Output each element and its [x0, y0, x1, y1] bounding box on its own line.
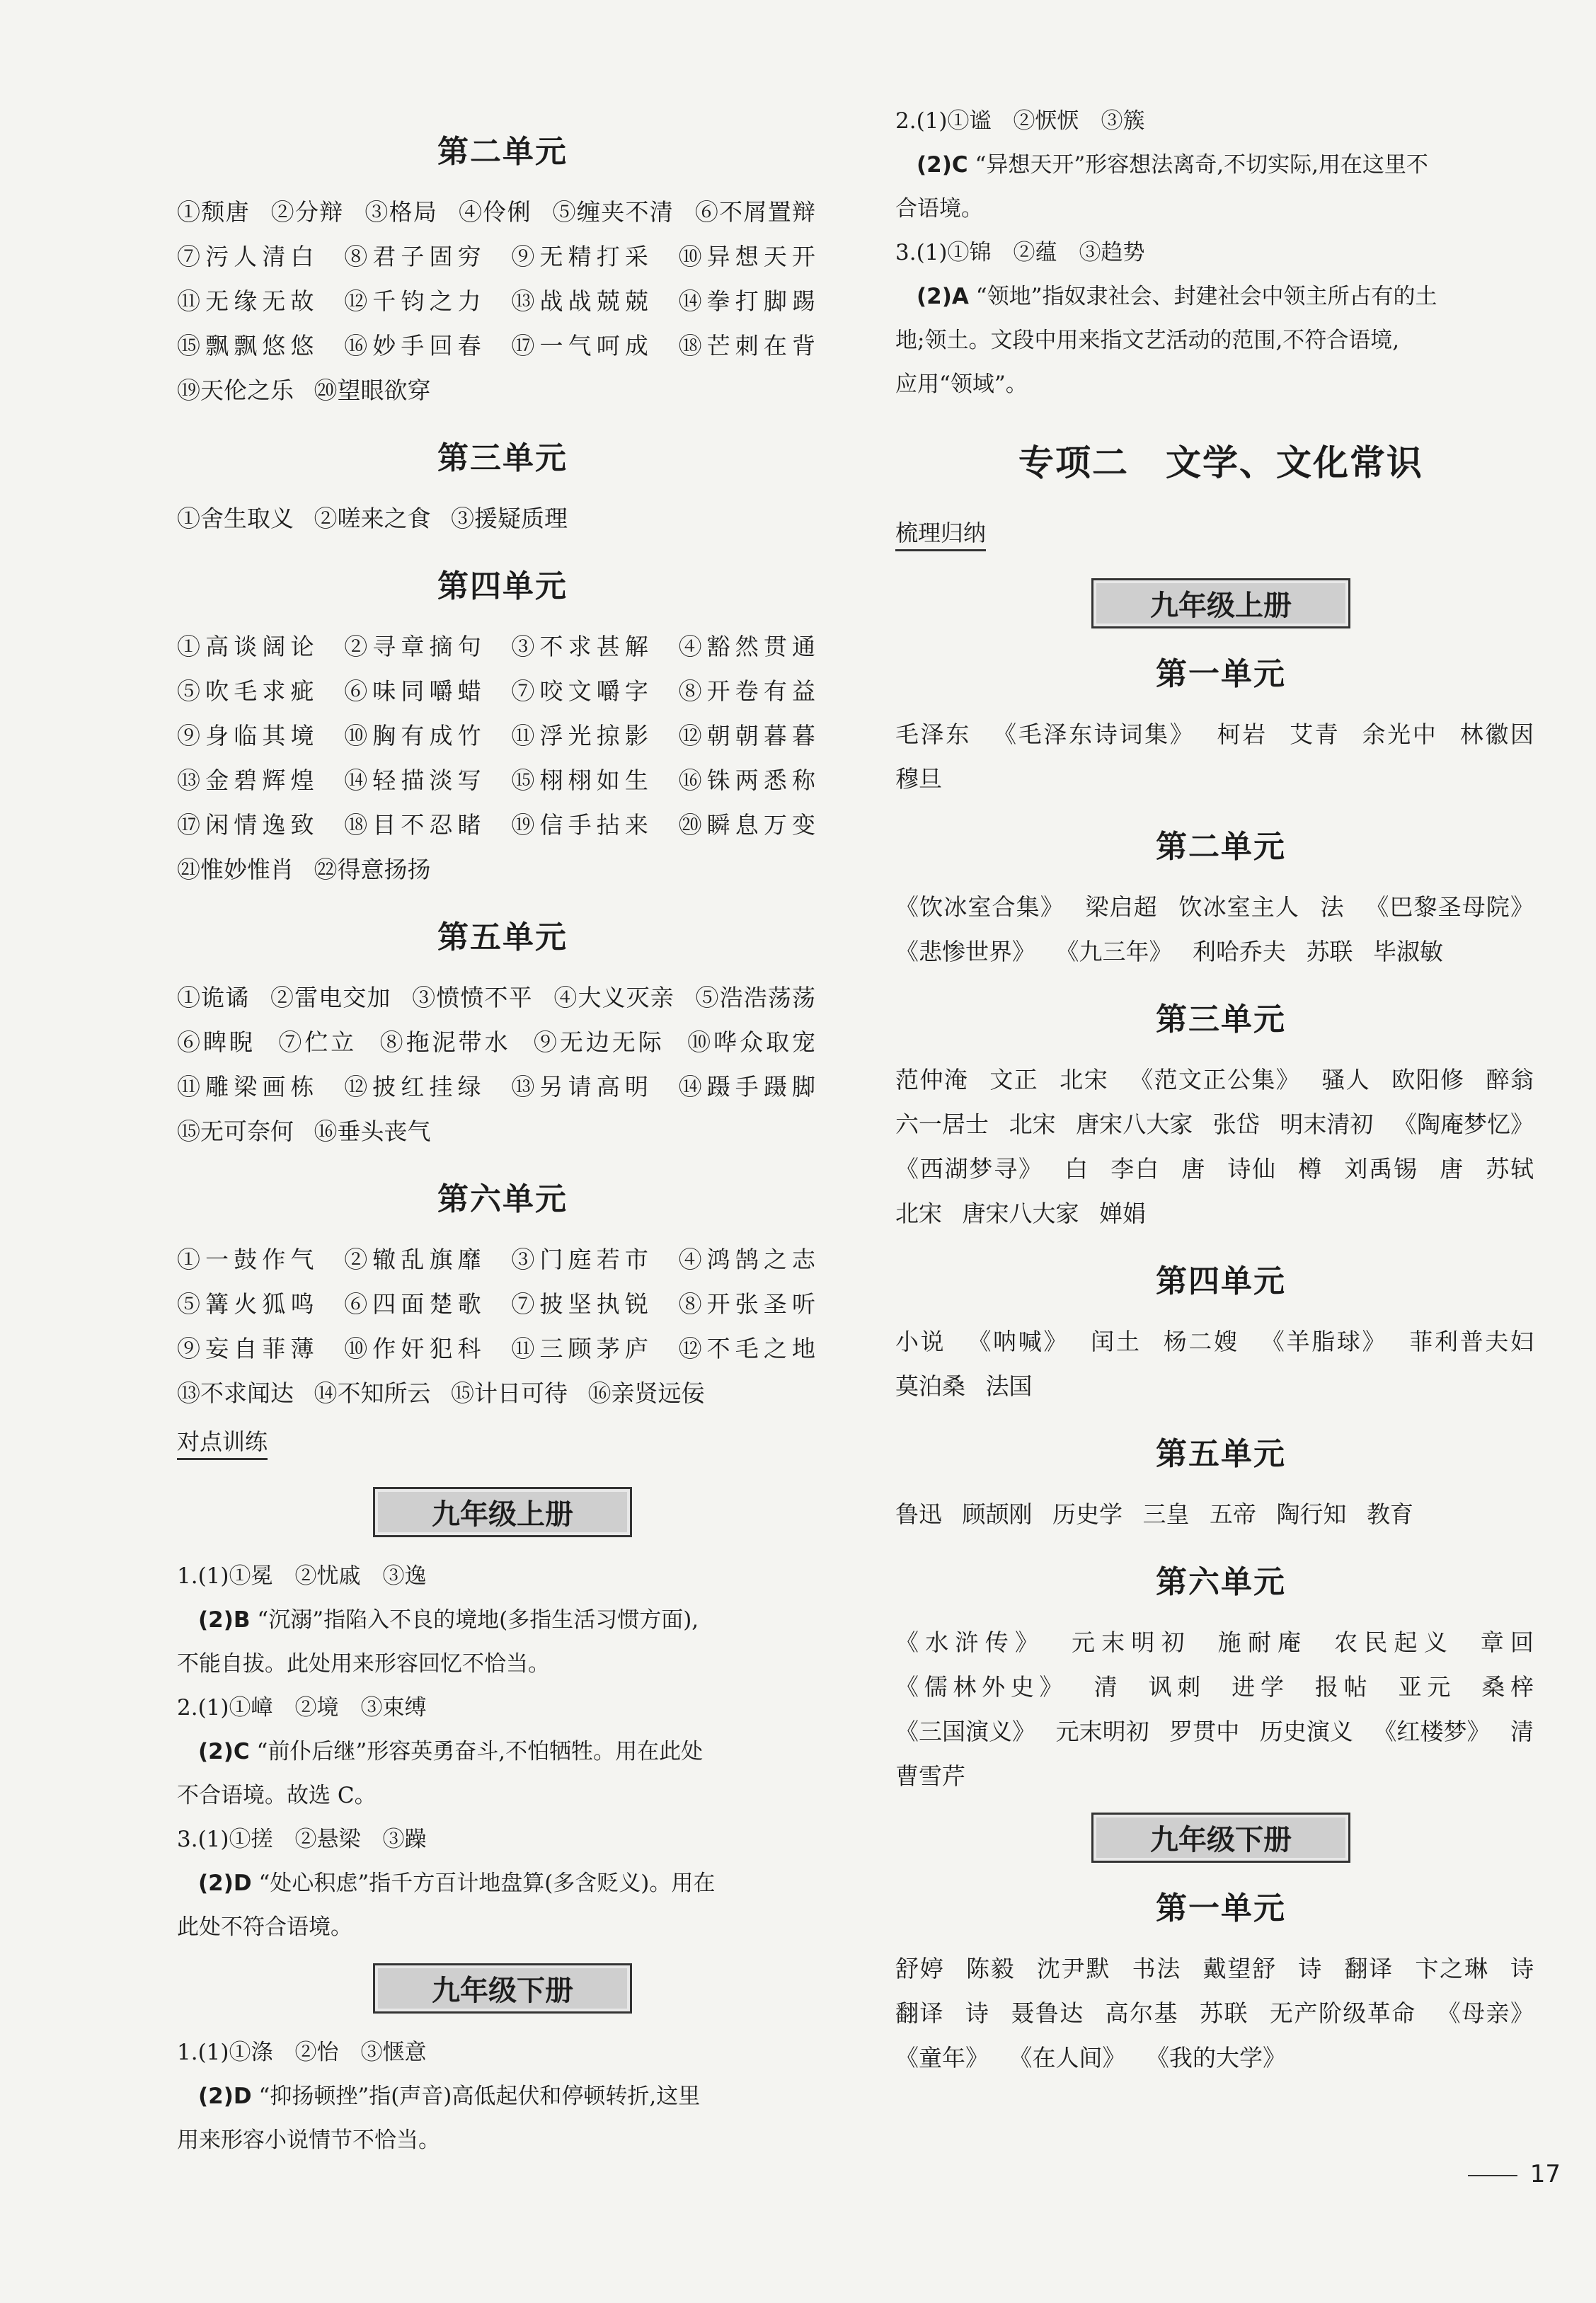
unit-heading: 第四单元 — [437, 568, 568, 604]
explanation-line: 不能自拔。此处用来形容回忆不恰当。 — [177, 1651, 550, 1677]
term-item: 诗 — [1510, 1955, 1534, 1982]
term-item: 历史演义 — [1259, 1718, 1353, 1745]
answer-choice: (2)D — [198, 1871, 252, 1896]
term-item: 《我的大学》 — [1146, 2044, 1286, 2072]
term-item: 《九三年》 — [1055, 938, 1173, 965]
term-item: ⑫不毛之地 — [678, 1335, 816, 1362]
term-item: ⑫披红挂绿 — [344, 1073, 486, 1101]
term-item: ⑭拳打脚踢 — [678, 287, 816, 315]
term-item: ⑨妄自菲薄 — [177, 1335, 319, 1362]
explanation-line: 合语境。 — [895, 196, 983, 222]
term-item: 卞之琳 — [1415, 1955, 1489, 1982]
term-list — [895, 712, 1546, 801]
term-item: ⑬战战兢兢 — [511, 287, 653, 315]
answer-choice: (2)C — [198, 1739, 250, 1764]
term-list — [895, 1620, 1546, 1798]
term-item: 章回 — [1480, 1629, 1534, 1656]
term-item: ⑯亲贤远佞 — [587, 1379, 705, 1407]
page-number — [1468, 2160, 1561, 2188]
term-item: 曹雪芹 — [895, 1762, 965, 1790]
explanation-line: 地;领土。文段中用来指文艺活动的范围,不符合语境, — [895, 328, 1400, 353]
term-item: ⑨无精打采 — [511, 243, 653, 270]
term-item: ③门庭若市 — [511, 1246, 653, 1273]
unit-heading: 第五单元 — [1156, 1436, 1286, 1472]
term-item: 诗 — [965, 1999, 990, 2027]
unit-heading: 第二单元 — [1156, 829, 1286, 865]
term-item: 《西湖梦寻》 — [895, 1155, 1043, 1183]
term-item: 北宋 — [1009, 1110, 1056, 1138]
term-item: 讽刺 — [1148, 1673, 1207, 1701]
term-item: 陈毅 — [965, 1955, 1016, 1982]
term-item: ⑤浩浩荡荡 — [695, 984, 815, 1011]
term-item: ③不求甚解 — [511, 633, 653, 660]
term-item: ⑧开张圣听 — [678, 1290, 816, 1318]
term-item: 亚元 — [1398, 1673, 1457, 1701]
term-item: ⑰闲情逸致 — [177, 811, 319, 839]
term-item: ②嗟来之食 — [314, 505, 431, 532]
term-item: 《羊脂球》 — [1261, 1328, 1388, 1355]
term-list — [177, 624, 828, 892]
section-label: 对点训练 — [177, 1424, 268, 1460]
term-item: 桑梓 — [1481, 1673, 1534, 1701]
term-item: 毛泽东 — [895, 720, 971, 748]
term-item: 鲁迅 — [895, 1500, 942, 1528]
term-item: 清 — [1093, 1673, 1123, 1701]
term-list — [177, 496, 828, 541]
term-item: 罗贯中 — [1169, 1718, 1240, 1745]
term-item: ⑮栩栩如生 — [511, 766, 653, 794]
term-item: 苏联 — [1200, 1999, 1248, 2027]
term-item: 利哈乔夫 — [1193, 938, 1286, 965]
term-item: ⑩胸有成竹 — [344, 722, 486, 750]
term-item: ⑰一气呵成 — [511, 332, 653, 360]
answer-choice: (2)C — [917, 152, 968, 178]
answer-explanation: “处心积虑”指千方百计地盘算(多含贬义)。用在 — [258, 1871, 716, 1896]
term-item: 法 — [1320, 893, 1345, 921]
term-item: ⑨无边无际 — [533, 1028, 665, 1056]
term-item: ①颓唐 — [177, 198, 250, 226]
term-item: ⑲信手拈来 — [511, 811, 653, 839]
term-item: 欧阳修 — [1391, 1066, 1465, 1093]
term-item: 《陶庵梦忆》 — [1393, 1110, 1534, 1138]
unit-heading: 第三单元 — [1156, 1001, 1286, 1038]
term-item: ⑤缠夹不清 — [552, 198, 674, 226]
term-item: ⑫朝朝暮暮 — [678, 722, 816, 750]
term-item: 诗仙 — [1227, 1155, 1277, 1183]
answer-line — [177, 2074, 828, 2118]
term-item: 林徽因 — [1459, 720, 1534, 748]
term-list — [895, 1946, 1546, 2080]
term-item: 《红楼梦》 — [1373, 1718, 1491, 1745]
term-item: 农民起义 — [1334, 1629, 1454, 1656]
term-item: ④鸿鹄之志 — [678, 1246, 816, 1273]
term-item: ⑪浮光掠影 — [511, 722, 653, 750]
term-item: ⑤吹毛求疵 — [177, 677, 319, 705]
term-item: 历史学 — [1052, 1500, 1123, 1528]
question-line: 2.(1)①嶂 ②境 ③束缚 — [177, 1695, 427, 1721]
term-item: ②寻章摘句 — [344, 633, 486, 660]
term-item: 骚人 — [1321, 1066, 1371, 1093]
term-item: ⑲天伦之乐 — [177, 377, 294, 404]
term-item: 《毛泽东诗词集》 — [993, 720, 1195, 748]
term-item: 苏联 — [1306, 938, 1353, 965]
term-item: ⑮飘飘悠悠 — [177, 332, 319, 360]
term-item: 《呐喊》 — [968, 1328, 1069, 1355]
term-item: ㉑惟妙惟肖 — [177, 856, 294, 883]
term-item: 小说 — [895, 1328, 946, 1355]
term-item: ⑬另请高明 — [511, 1073, 653, 1101]
term-item: 书法 — [1132, 1955, 1182, 1982]
unit-heading: 第六单元 — [1156, 1564, 1286, 1600]
term-item: ⑫千钧之力 — [344, 287, 486, 315]
term-item: ⑬不求闻达 — [177, 1379, 294, 1407]
term-list — [895, 1057, 1546, 1236]
term-item: 《范文正公集》 — [1130, 1066, 1301, 1093]
answer-choice: (2)B — [198, 1607, 251, 1633]
term-item: ①一鼓作气 — [177, 1246, 319, 1273]
term-item: 陶行知 — [1276, 1500, 1347, 1528]
term-item: ⑭轻描淡写 — [344, 766, 486, 794]
answer-line — [177, 1861, 828, 1905]
term-list — [895, 1319, 1546, 1408]
left-column — [177, 106, 828, 2162]
term-item: 饮冰室主人 — [1178, 893, 1299, 921]
page-number-dash — [1468, 2175, 1517, 2176]
term-item: ④伶俐 — [458, 198, 532, 226]
term-item: ⑯铢两悉称 — [678, 766, 816, 794]
answer-choice: (2)A — [917, 284, 969, 309]
term-item: 李白 — [1110, 1155, 1160, 1183]
explanation-line: 用来形容小说情节不恰当。 — [177, 2127, 440, 2153]
term-item: 唐宋八大家 — [1076, 1110, 1193, 1138]
page-number-text: 17 — [1529, 2160, 1561, 2188]
term-item: 莫泊桑 — [895, 1372, 965, 1400]
term-item: 无产阶级革命 — [1269, 1999, 1416, 2027]
term-item: ⑭蹑手蹑脚 — [678, 1073, 816, 1101]
term-item: ⑪三顾茅庐 — [511, 1335, 653, 1362]
right-column — [895, 99, 1546, 2080]
term-item: ②辙乱旗靡 — [344, 1246, 486, 1273]
term-item: ⑯妙手回春 — [344, 332, 486, 360]
term-item: 《饮冰室合集》 — [895, 893, 1064, 921]
term-item: 三皇 — [1142, 1500, 1190, 1528]
term-item: ①诡谲 — [177, 984, 250, 1011]
question-block — [177, 2031, 828, 2162]
answer-explanation: “异想天开”形容想法离奇,不切实际,用在这里不 — [975, 152, 1428, 178]
term-item: 北宋 — [895, 1200, 942, 1227]
term-item: 柯岩 — [1217, 720, 1268, 748]
term-list — [895, 1492, 1546, 1537]
term-item: 诗 — [1298, 1955, 1324, 1982]
term-list — [177, 190, 828, 413]
term-item: 沈尹默 — [1036, 1955, 1111, 1982]
question-line: 3.(1)①搓 ②悬梁 ③躁 — [177, 1827, 427, 1852]
term-item: ②分辩 — [270, 198, 344, 226]
question-block — [895, 99, 1546, 406]
unit-group — [895, 648, 1546, 1798]
term-item: 六一居士 — [895, 1110, 989, 1138]
term-item: 梁启超 — [1085, 893, 1158, 921]
term-item: ⑩作奸犯科 — [344, 1335, 486, 1362]
term-item: ⑧拖泥带水 — [379, 1028, 511, 1056]
term-item: 文正 — [989, 1066, 1039, 1093]
term-item: 穆旦 — [895, 765, 942, 793]
answer-explanation: “领地”指奴隶社会、封建社会中领主所占有的土 — [975, 284, 1437, 309]
term-item: ⑦咬文嚼字 — [511, 677, 653, 705]
term-item: 《童年》 — [895, 2044, 989, 2072]
term-item: ⑳瞬息万变 — [678, 811, 816, 839]
term-item: ⑦披坚执锐 — [511, 1290, 653, 1318]
term-item: ⑦伫立 — [278, 1028, 357, 1056]
grade-heading: 九年级上册 — [1091, 578, 1350, 628]
term-item: ③援疑质理 — [451, 505, 568, 532]
question-line: 2.(1)①谧 ②恹恹 ③簇 — [895, 108, 1145, 134]
term-item: 元末明初 — [1071, 1629, 1191, 1656]
question-line: 3.(1)①锦 ②蕴 ③趋势 — [895, 240, 1145, 265]
term-item: 清 — [1510, 1718, 1534, 1745]
term-item: 苏轼 — [1486, 1155, 1534, 1183]
term-item: ⑧开卷有益 — [678, 677, 816, 705]
term-list — [177, 975, 828, 1154]
answer-line — [895, 275, 1546, 318]
term-item: ⑥睥睨 — [177, 1028, 256, 1056]
term-item: ①舍生取义 — [177, 505, 294, 532]
grade-heading: 九年级下册 — [1091, 1813, 1350, 1863]
term-item: 醉翁 — [1486, 1066, 1534, 1093]
term-item: 杨二嫂 — [1163, 1328, 1239, 1355]
answer-explanation: “沉溺”指陷入不良的境地(多指生活习惯方面), — [257, 1607, 699, 1633]
answer-explanation: “抑扬顿挫”指(声音)高低起伏和停顿转折,这里 — [258, 2084, 701, 2109]
term-item: 《母亲》 — [1437, 1999, 1534, 2027]
grade-heading: 九年级下册 — [373, 1963, 632, 2014]
term-item: 高尔基 — [1105, 1999, 1179, 2027]
unit-heading: 第五单元 — [437, 919, 568, 955]
term-item: 顾颉刚 — [962, 1500, 1033, 1528]
term-item: 舒婷 — [895, 1955, 945, 1982]
term-item: 唐 — [1440, 1155, 1464, 1183]
term-item: 樽 — [1298, 1155, 1324, 1183]
term-item: 戴望舒 — [1202, 1955, 1277, 1982]
term-item: 白 — [1064, 1155, 1089, 1183]
term-item: ⑬金碧辉煌 — [177, 766, 319, 794]
term-item: 范仲淹 — [895, 1066, 969, 1093]
term-item: ⑥四面楚歌 — [344, 1290, 486, 1318]
term-item: 明末清初 — [1280, 1110, 1374, 1138]
answer-line — [177, 1730, 828, 1774]
answer-line — [895, 143, 1546, 187]
term-item: 翻译 — [895, 1999, 944, 2027]
term-item: ⑤篝火狐鸣 — [177, 1290, 319, 1318]
term-list — [895, 885, 1546, 974]
term-item: 五帝 — [1210, 1500, 1256, 1528]
term-item: 元末明初 — [1055, 1718, 1149, 1745]
unit-heading: 第六单元 — [437, 1181, 568, 1217]
term-list — [177, 1237, 828, 1415]
question-block — [177, 1554, 828, 1949]
term-item: ⑧君子固穷 — [344, 243, 486, 270]
term-item: 《儒林外史》 — [895, 1673, 1069, 1701]
term-item: ⑩哗众取宠 — [687, 1028, 815, 1056]
term-item: ⑮无可奈何 — [177, 1118, 294, 1145]
term-item: 施耐庵 — [1217, 1629, 1308, 1656]
term-item: ⑱芒刺在背 — [678, 332, 816, 360]
term-item: ⑱目不忍睹 — [344, 811, 486, 839]
term-item: 菲利普夫妇 — [1409, 1328, 1534, 1355]
answer-choice: (2)D — [198, 2084, 252, 2109]
term-item: 教育 — [1367, 1500, 1413, 1528]
term-item: 《巴黎圣母院》 — [1365, 893, 1534, 921]
term-item: ⑭不知所云 — [314, 1379, 431, 1407]
term-item: 唐 — [1181, 1155, 1207, 1183]
term-item: ①高谈阔论 — [177, 633, 319, 660]
term-item: ⑦污人清白 — [177, 243, 319, 270]
term-item: 张岱 — [1212, 1110, 1260, 1138]
term-item: 翻译 — [1344, 1955, 1394, 1982]
term-item: ⑨身临其境 — [177, 722, 319, 750]
term-item: ⑪无缘无故 — [177, 287, 319, 315]
term-item: ⑳望眼欲穿 — [314, 377, 431, 404]
unit-heading: 第四单元 — [1156, 1263, 1286, 1299]
section-label: 梳理归纳 — [895, 515, 986, 551]
term-item: 余光中 — [1362, 720, 1438, 748]
term-item: 《在人间》 — [1009, 2044, 1126, 2072]
term-item: ⑥味同嚼蜡 — [344, 677, 486, 705]
term-item: 报帖 — [1314, 1673, 1373, 1701]
term-item: 进学 — [1232, 1673, 1290, 1701]
unit-group — [895, 1883, 1546, 2080]
term-item: 北宋 — [1060, 1066, 1109, 1093]
term-item: 《水浒传》 — [895, 1629, 1045, 1656]
explanation-line: 不合语境。故选 C。 — [177, 1783, 377, 1808]
term-item: 《三国演义》 — [895, 1718, 1036, 1745]
term-item: ④豁然贯通 — [678, 633, 816, 660]
unit-heading: 第三单元 — [437, 440, 568, 476]
term-item: ⑩异想天开 — [678, 243, 816, 270]
term-item: ③格局 — [364, 198, 438, 226]
answer-line — [177, 1598, 828, 1642]
term-item: 《悲惨世界》 — [895, 938, 1035, 965]
explanation-line: 应用“领域”。 — [895, 372, 1028, 397]
answer-explanation: “前仆后继”形容英勇奋斗,不怕牺牲。用在此处 — [256, 1739, 704, 1764]
term-item: 刘禹锡 — [1344, 1155, 1418, 1183]
term-item: 婵娟 — [1099, 1200, 1146, 1227]
explanation-line: 此处不符合语境。 — [177, 1914, 352, 1940]
unit-heading: 第二单元 — [437, 134, 568, 170]
question-line: 1.(1)①涤 ②怡 ③惬意 — [177, 2040, 427, 2065]
term-item: ㉒得意扬扬 — [314, 856, 431, 883]
term-item: 毕淑敏 — [1373, 938, 1443, 965]
grade-heading: 九年级上册 — [373, 1487, 632, 1537]
term-item: ⑪雕梁画栋 — [177, 1073, 319, 1101]
term-item: ⑯垂头丧气 — [314, 1118, 431, 1145]
term-item: 聂鲁达 — [1011, 1999, 1084, 2027]
special-title: 专项二 文学、文化常识 — [1018, 442, 1423, 483]
question-line: 1.(1)①冕 ②忧戚 ③逸 — [177, 1563, 427, 1589]
term-item: ④大义灭亲 — [553, 984, 674, 1011]
unit-heading: 第一单元 — [1156, 1890, 1286, 1926]
term-item: 艾青 — [1290, 720, 1340, 748]
term-item: ②雷电交加 — [270, 984, 391, 1011]
term-item: 法国 — [985, 1372, 1033, 1400]
term-item: ⑮计日可待 — [451, 1379, 568, 1407]
term-item: ⑥不屑置辩 — [694, 198, 816, 226]
term-item: 闰土 — [1091, 1328, 1142, 1355]
term-item: 唐宋八大家 — [962, 1200, 1079, 1227]
term-item: ③愤愤不平 — [412, 984, 533, 1011]
unit-heading: 第一单元 — [1156, 656, 1286, 692]
